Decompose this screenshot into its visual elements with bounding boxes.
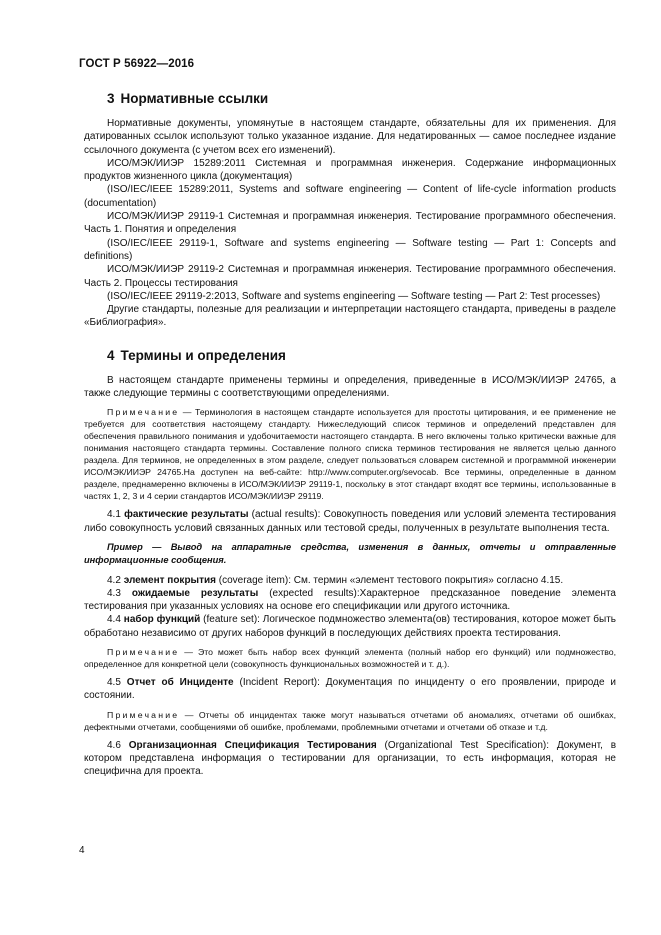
note-text: — Терминология в настоящем стандарте используется для простоты цитирования, и ее применение не требуется для соответствия настоящему стандарту. Нижеследующий список терминов и определений представлен для обеспечения правильного понимания и удобочитаемости настоящего стандарта. В него включены только критически важные для понимания настоящего стандарта термины. Составление полного списка терминов тестирования не является целью данного раздела. Для терминов, не определенных в этом разделе, следует пользоваться словарем системной и программной инженерии ИСО/МЭК/ИИЭР 24765.На доступен на веб-сайте: http://www.computer.org/sevocab. Все термины, определенные в данном разделе, преднамеренно включены в ИСО/МЭК/ИИЭР 29119-1, поскольку в этот стандарт входят все термины, использованные в частях 1, 2, 3 и 4 серии стандартов ИСО/МЭК/ИИЭР 29119. <box>84 407 616 502</box>
section-3-number: 3 <box>107 91 115 106</box>
term-number: 4.1 <box>107 509 121 521</box>
example: Пример — Вывод на аппаратные средства, изменения в данных, отчеты и отправленные информационные сообщения. <box>84 541 616 566</box>
term-definition: (Incident Report): Документация по инциденту о его проявлении, природе и состоянии. <box>84 677 616 702</box>
term-4-3 <box>84 587 616 614</box>
section-3-paragraph: (ISO/IEC/IEEE 29119-2:2013, Software and systems engineering — Software testing — Part 2: Test processes) <box>107 290 601 302</box>
term-4-2 <box>84 574 616 587</box>
term-name: ожидаемые результаты <box>131 587 259 599</box>
term-number: 4.5 <box>107 677 121 689</box>
page-number: 4 <box>79 845 85 856</box>
term-definition: (feature set): Логическое подмножество элемента(ов) тестирования, которое может быть обработано независимо от других наборов функций в последующих действиях проекта тестирования. <box>84 614 616 639</box>
term-definition: (coverage item): См. термин «элемент тестового покрытия» согласно 4.15. <box>215 574 564 586</box>
note-label: Примечание <box>107 709 180 720</box>
section-3-paragraph: (ISO/IEC/IEEE 29119-1, Software and systems engineering — Software testing — Part 1: Concepts and definitions) <box>84 237 616 262</box>
term-name: Отчет об Инциденте <box>126 677 234 689</box>
section-4-title: Термины и определения <box>120 347 286 363</box>
note-label: Примечание <box>107 407 180 418</box>
term-number: 4.3 <box>107 587 121 599</box>
section-3-paragraph: ИСО/МЭК/ИИЭР 29119-1 Системная и программная инженерия. Тестирование программного обеспечения. Часть 1. Понятия и определения <box>84 211 616 236</box>
term-name: элемент покрытия <box>123 574 216 586</box>
note-text: — Это может быть набор всех функций элемента (полный набор его функций) или подмножество, определенное для конкретной цели (совокупность функциональных возможностей и т. д.). <box>84 647 616 670</box>
section-3-title: Нормативные ссылки <box>120 91 269 106</box>
page-content <box>84 88 616 779</box>
section-3-heading <box>84 91 616 106</box>
section-3-paragraph: ИСО/МЭК/ИИЭР 29119-2 Системная и программная инженерия. Тестирование программного обеспечения. Часть 2. Процессы тестирования <box>84 264 616 289</box>
note-text: — Отчеты об инцидентах также могут называться отчетами об аномалиях, отчетами об ошибках, дефектными отчетами, сообщениями об ошибке, проблемами, проблемными отчетами и отчетами об отказе и т.д. <box>84 709 616 732</box>
term-number: 4.4 <box>107 614 121 626</box>
term-number: 4.2 <box>107 574 121 586</box>
term-definition: (actual results): Совокупность поведения или условий элемента тестирования либо совокупность условий связанных данных или тестовой среды, полученных в результате выполнения теста. <box>84 509 616 534</box>
term-4-6 <box>84 739 616 779</box>
note-label: Примечание <box>107 647 180 658</box>
term-4-5 <box>84 676 616 703</box>
term-name: фактические результаты <box>124 509 249 521</box>
section-4-intro: В настоящем стандарте применены термины и определения, приведенные в ИСО/МЭК/ИИЭР 24765, а также следующие термины с соответствующими определениями. <box>84 374 616 400</box>
section-3-paragraph: Нормативные документы, упомянутые в настоящем стандарте, обязательны для их применения. Для датированных ссылок используют только указанное издание. Для недатированных — самое последнее издание ссылочного документа (с учетом всех его изменений). <box>84 118 616 156</box>
document-header: ГОСТ Р 56922—2016 <box>79 58 195 70</box>
note-1 <box>84 406 616 502</box>
section-3-paragraph: ИСО/МЭК/ИИЭР 15289:2011 Системная и программная инженерия. Содержание информационных продуктов жизненного цикла (документация) <box>84 157 616 183</box>
term-4-1 <box>84 508 616 535</box>
term-definition: (Organizational Test Specification): Документ, в котором представлена информация о тестировании для организации, то есть информация, которая не специфична для проекта. <box>84 739 617 778</box>
section-4-number: 4 <box>107 347 115 363</box>
section-4-heading <box>84 348 616 363</box>
term-definition: (expected results):Характерное предсказанное поведение элемента тестирования при указанных условиях на основе его спецификации или другого источника. <box>84 587 616 613</box>
section-3-paragraph: Другие стандарты, полезные для реализации и интерпретации настоящего стандарта, приведены в разделе «Библиография». <box>84 304 616 329</box>
term-4-4 <box>84 613 616 640</box>
note-3 <box>84 709 616 733</box>
section-3-paragraph: (ISO/IEC/IEEE 15289:2011, Systems and software engineering — Content of life-cycle information products (documentation) <box>84 184 616 209</box>
term-name: набор функций <box>123 614 201 626</box>
note-2 <box>84 646 616 670</box>
term-number: 4.6 <box>107 739 121 751</box>
term-name: Организационная Спецификация Тестирования <box>128 739 377 751</box>
